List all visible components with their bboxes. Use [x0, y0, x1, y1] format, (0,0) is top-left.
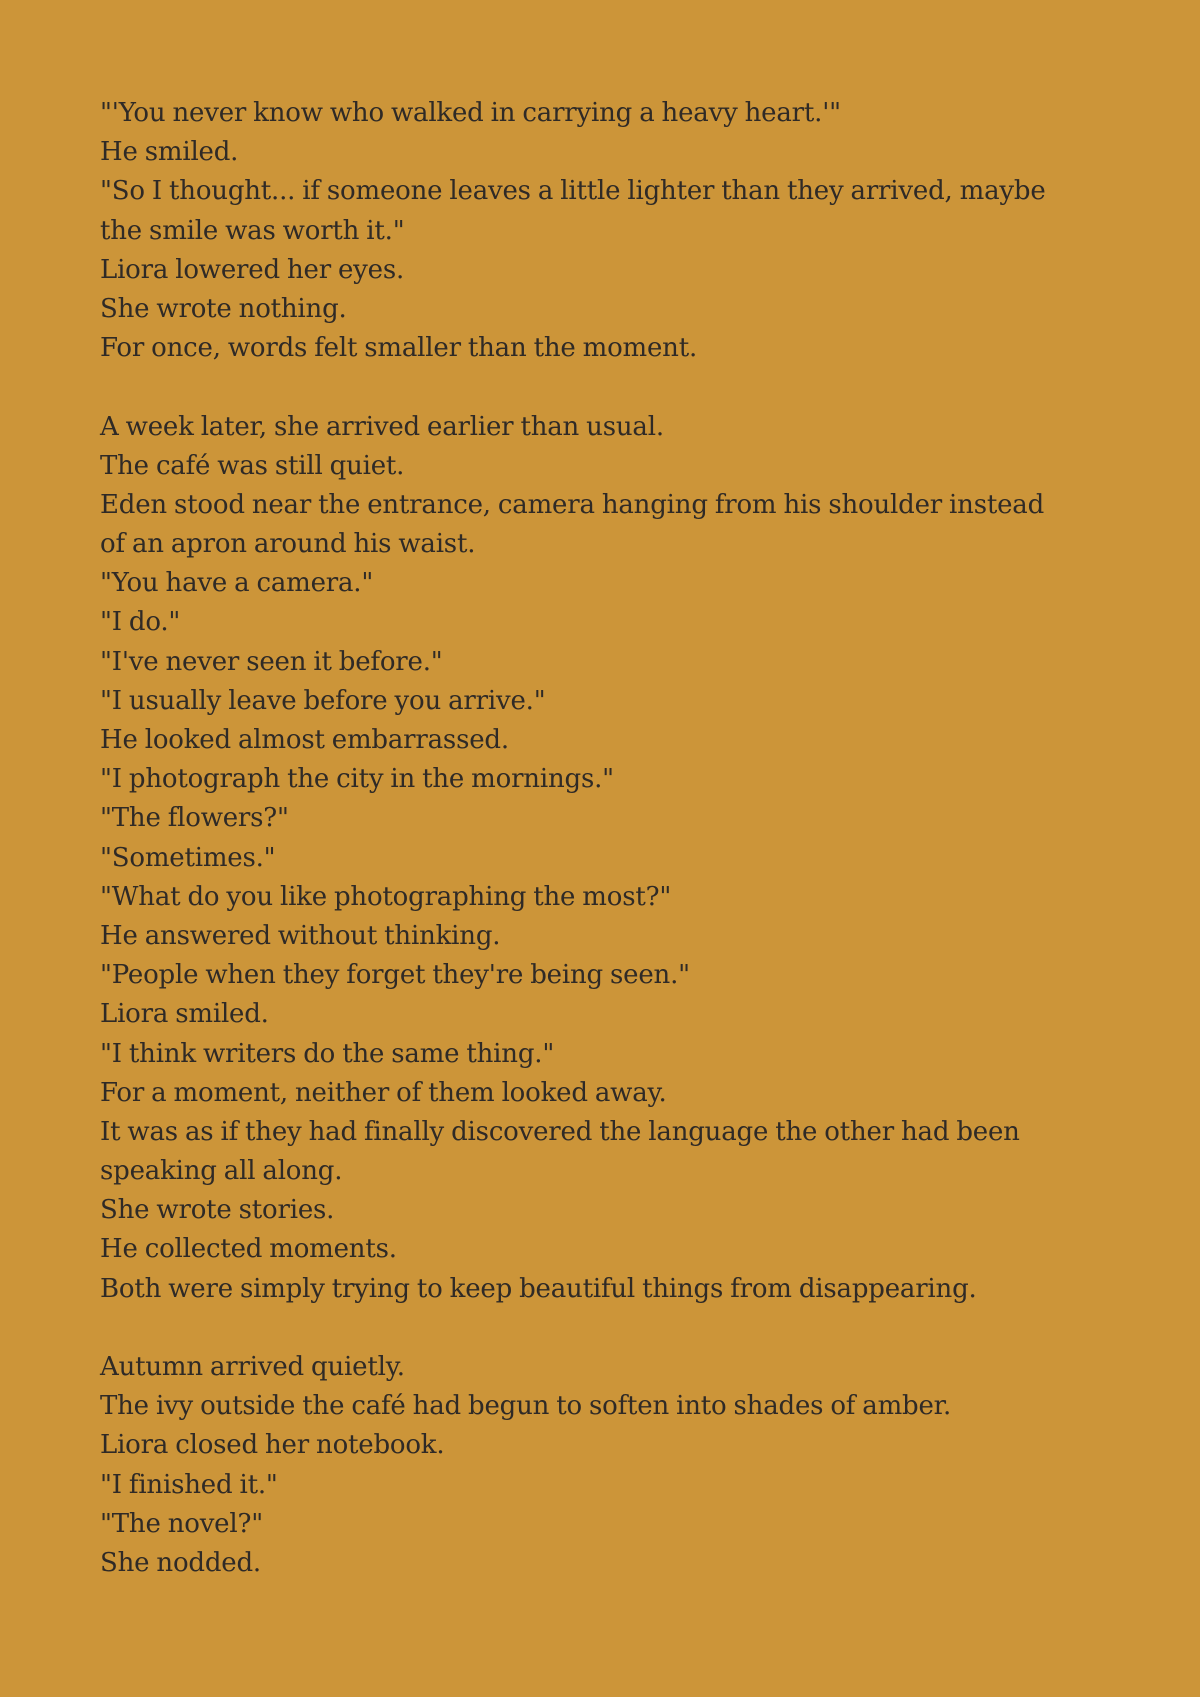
text-line: Liora lowered her eyes. — [100, 254, 405, 285]
text-line: "People when they forget they're being seen." — [100, 960, 690, 991]
text-line: Both were simply trying to keep beautiful things from disappearing. — [100, 1273, 977, 1304]
text-line: For once, words felt smaller than the moment. — [100, 333, 698, 364]
text-line: "So I thought... if someone leaves a little lighter than they arrived, maybe — [100, 176, 1046, 207]
text-line: "Sometimes." — [100, 842, 276, 873]
text-line: "You have a camera." — [100, 568, 374, 599]
text-line: "I photograph the city in the mornings." — [100, 764, 614, 795]
text-line: A week later, she arrived earlier than usual. — [100, 411, 664, 442]
text-line: The ivy outside the café had begun to soften into shades of amber. — [100, 1391, 952, 1422]
text-line: The café was still quiet. — [100, 450, 405, 481]
text-line: Autumn arrived quietly. — [100, 1352, 405, 1382]
text-line: "I usually leave before you arrive." — [100, 685, 546, 716]
paragraph-1 — [100, 94, 1100, 368]
text-line: "I do." — [100, 607, 181, 638]
text-line: the smile was worth it." — [100, 215, 405, 246]
text-line: speaking all along. — [100, 1156, 343, 1187]
text-line: "I've never seen it before." — [100, 646, 443, 677]
text-line: Eden stood near the entrance, camera hanging from his shoulder instead — [100, 489, 1045, 520]
text-line: She wrote stories. — [100, 1195, 335, 1226]
paragraph-break — [100, 1309, 1100, 1348]
text-line: Liora closed her notebook. — [100, 1430, 445, 1461]
text-line: "The novel?" — [100, 1508, 263, 1539]
text-line: "'You never know who walked in carrying a heavy heart.'" — [100, 98, 841, 128]
text-line: "What do you like photographing the most?" — [100, 881, 672, 912]
text-line: For a moment, neither of them looked away. — [100, 1077, 667, 1108]
text-line: of an apron around his waist. — [100, 529, 476, 560]
text-line: She wrote nothing. — [100, 293, 347, 324]
text-line: She nodded. — [100, 1547, 261, 1578]
text-line: "The flowers?" — [100, 803, 289, 834]
paragraph-2 — [100, 408, 1100, 1309]
paragraph-3 — [100, 1348, 1100, 1583]
text-line: "I think writers do the same thing." — [100, 1038, 555, 1069]
text-line: He answered without thinking. — [100, 920, 501, 951]
text-line: "I finished it." — [100, 1469, 278, 1500]
text-line: He collected moments. — [100, 1234, 397, 1265]
story-text — [100, 94, 1100, 1583]
text-line: Liora smiled. — [100, 999, 269, 1030]
text-line: It was as if they had finally discovered the language the other had been — [100, 1116, 1020, 1147]
text-line: He looked almost embarrassed. — [100, 725, 509, 755]
paragraph-break — [100, 368, 1100, 407]
text-line: He smiled. — [100, 137, 239, 168]
